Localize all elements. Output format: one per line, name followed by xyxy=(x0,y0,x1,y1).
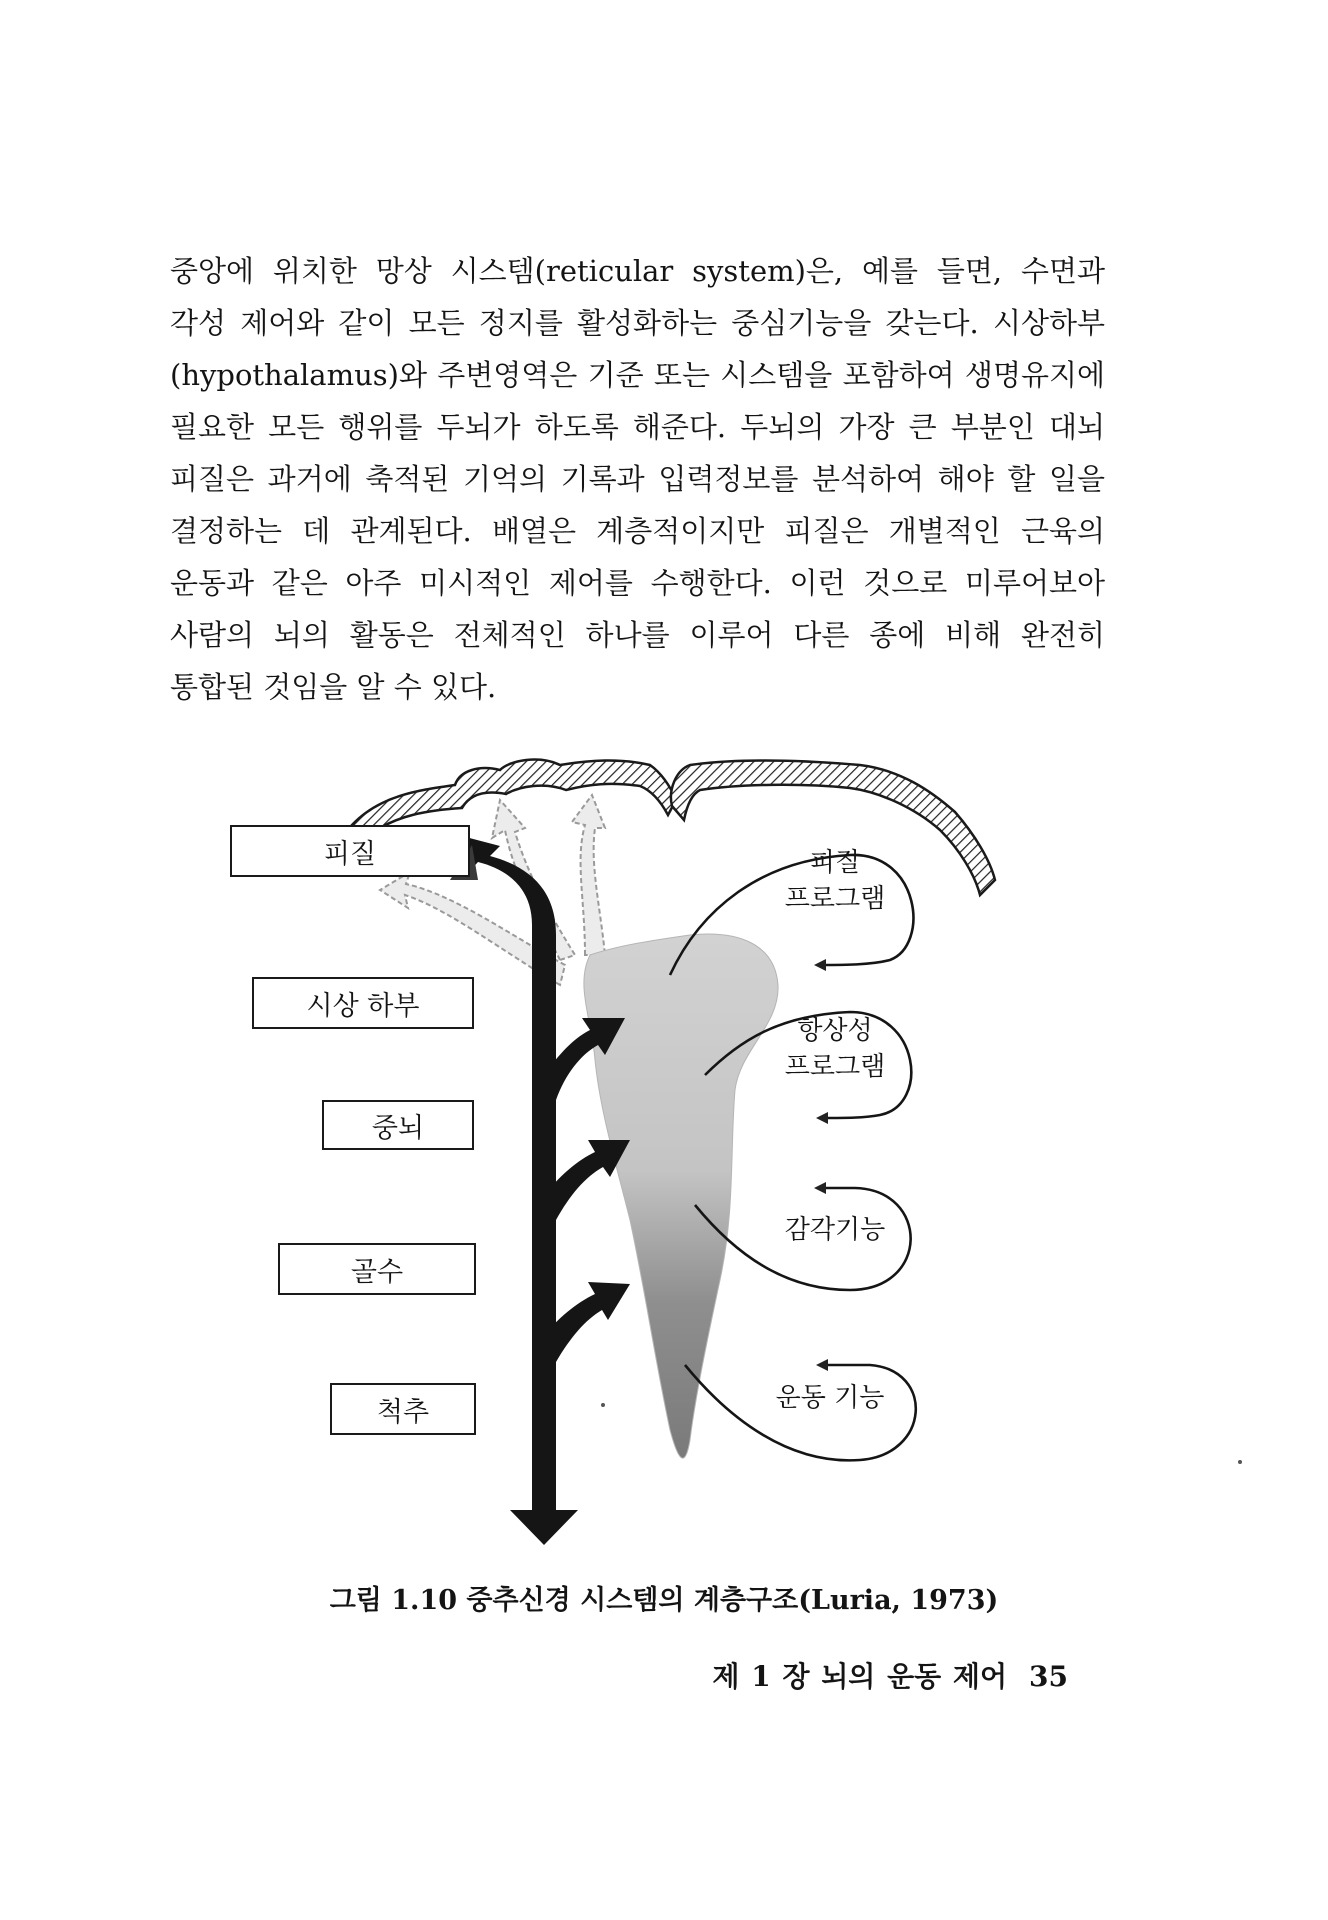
cortex-radiation-arrows xyxy=(380,795,605,985)
text-line: 필요한 모든 행위를 두뇌가 하도록 해준다. 두뇌의 가장 큰 부분인 대뇌 xyxy=(170,410,1105,444)
text-line: 사람의 뇌의 활동은 전체적인 하나를 이루어 다른 종에 비해 완전히 xyxy=(170,618,1105,652)
page-number: 35 xyxy=(1029,1660,1068,1693)
chapter-title: 제 1 장 뇌의 운동 제어 xyxy=(712,1660,1008,1693)
text-line: 통합된 것임을 알 수 있다. xyxy=(170,670,497,704)
text-line: 중앙에 위치한 망상 시스템(reticular system)은, 예를 들면, 수면과 xyxy=(170,254,1105,288)
label-midbrain: 중뇌 xyxy=(322,1100,474,1150)
label-cortex: 피질 xyxy=(230,825,470,877)
label-sensory-function: 감각기능 xyxy=(784,1215,886,1245)
label-hypothalamus: 시상 하부 xyxy=(252,977,474,1029)
label-homeostasis-program: 항상성 프로그램 xyxy=(784,1016,886,1082)
figure-caption: 그림 1.10 중추신경 시스템의 계층구조(Luria, 1973) xyxy=(329,1585,999,1616)
text-line: 피질은 과거에 축적된 기억의 기록과 입력정보를 분석하여 해야 할 일을 xyxy=(170,462,1105,496)
label-spine: 척추 xyxy=(330,1383,476,1435)
label-motor-function: 운동 기능 xyxy=(775,1383,885,1413)
text-line: 운동과 같은 아주 미시적인 제어를 수행한다. 이런 것으로 미루어보아 xyxy=(170,566,1105,600)
text-line: 결정하는 데 관계된다. 배열은 계층적이지만 피질은 개별적인 근육의 xyxy=(170,514,1105,548)
text-line: (hypothalamus)와 주변영역은 기준 또는 시스템을 포함하여 생명유지에 xyxy=(170,358,1105,392)
page-footer xyxy=(712,1655,1068,1695)
label-cortex-program: 피질 프로그램 xyxy=(784,848,886,914)
brainstem-body xyxy=(584,934,778,1458)
text-line: 각성 제어와 같이 모든 정지를 활성화하는 중심기능을 갖는다. 시상하부 xyxy=(170,306,1105,340)
label-medulla: 골수 xyxy=(278,1243,476,1295)
